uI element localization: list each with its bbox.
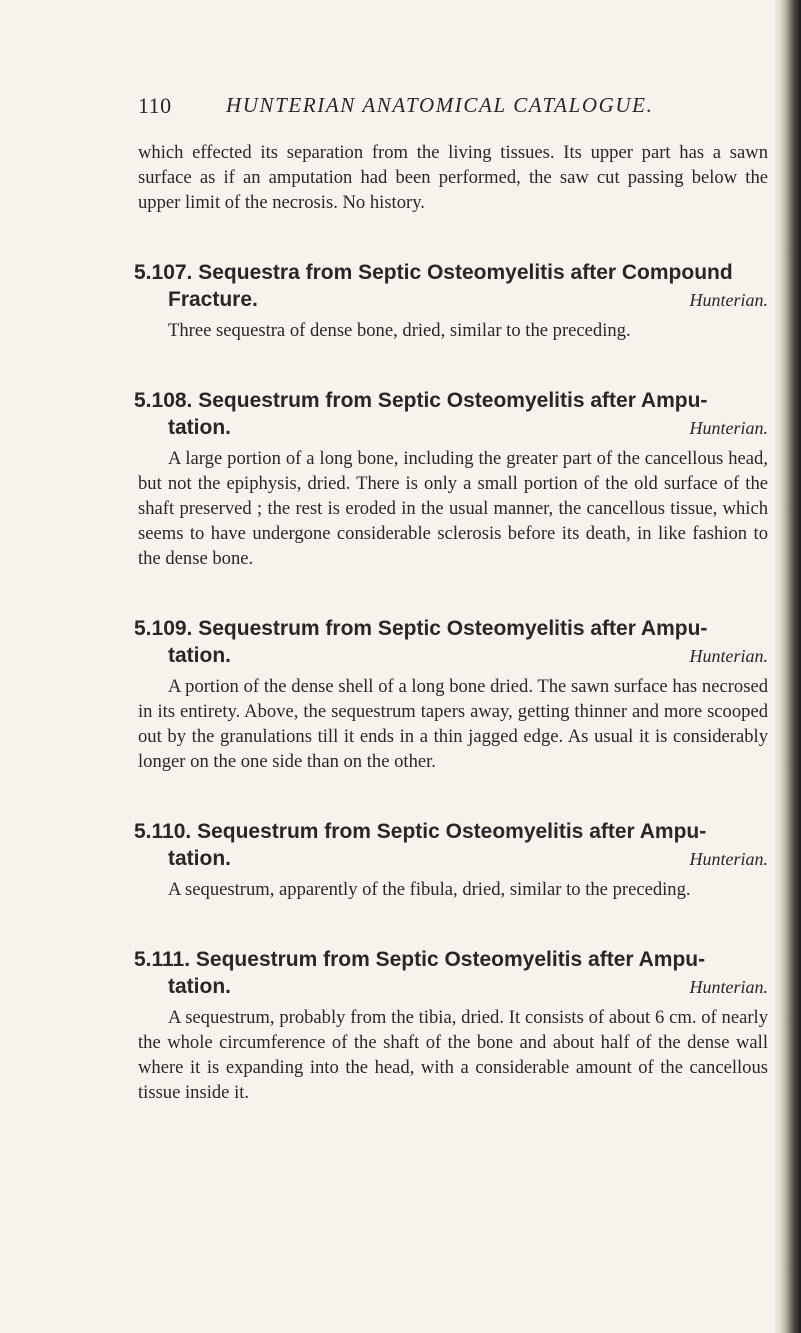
entry-heading-line2 [138,286,768,314]
entry-heading [134,259,768,314]
entry-heading-line1 [134,387,768,414]
intro-paragraph: which effected its separation from the living tissues. Its upper part has a sawn surface as if an amputation had been performed, the saw cut passing below the upper limit of the necrosis. No history. [138,142,768,213]
entry-source: Hunterian. [689,977,768,997]
entry-source: Hunterian. [689,849,768,869]
catalogue-entry [134,818,768,902]
entry-description: A portion of the dense shell of a long bone dried. The sawn surface has necrosed in its entirety. Above, the sequestrum tapers away, getting thinner and more scooped out by the granulations till it ends in a thin jagged edge. As usual it is considerably longer on the one side than on the other. [138,676,768,772]
entry-title-line2: tation. [168,975,231,998]
entry-title-line1: Sequestrum from Septic Osteomyelitis after Ampu- [198,389,708,412]
catalogue-entry [134,259,768,343]
entry-heading-line1 [134,615,768,642]
entry-heading [134,615,768,670]
entry-title-line2: tation. [168,416,231,439]
entry-number: 5.109. [134,617,193,640]
entry-heading [134,946,768,1001]
entry-heading-line1 [134,946,768,973]
entry-title-line1: Sequestrum from Septic Osteomyelitis after Ampu- [195,948,706,971]
entry-number: 5.108. [134,389,193,412]
entry-source: Hunterian. [689,290,768,310]
page-header [138,93,768,123]
entry-description: A sequestrum, apparently of the fibula, dried, similar to the preceding. [168,879,691,900]
catalogue-entry [134,615,768,774]
entry-heading-line2 [138,414,768,442]
entry-source: Hunterian. [689,646,768,666]
entry-description: A large portion of a long bone, including the greater part of the cancellous head, but not the epiphysis, dried. There is only a small portion of the old surface of the shaft preserved ; the rest is eroded in the usual manner, the cancellous tissue, which seems to have undergone considerable sclerosis before its death, in like fashion to the dense bone. [138,448,768,569]
entry-source: Hunterian. [689,418,768,438]
running-title: HUNTERIAN ANATOMICAL CATALOGUE. [226,93,654,117]
entry-heading-line2 [138,642,768,670]
page-number: 110 [138,93,172,118]
entry-description: Three sequestra of dense bone, dried, similar to the preceding. [168,320,631,341]
page-body [134,140,768,1105]
entry-title-line2: tation. [168,847,231,870]
entry-heading-line1 [134,259,768,286]
entry-description: A sequestrum, probably from the tibia, dried. It consists of about 6 cm. of nearly the whole circumference of the shaft of the bone and about half of the dense wall where it is expanding into the head, with a considerable amount of the cancellous tissue inside it. [138,1007,768,1103]
entry-number: 5.111. [134,948,191,971]
catalogue-entry [134,387,768,571]
entry-number: 5.107. [134,261,193,284]
entry-title-line1: Sequestrum from Septic Osteomyelitis after Ampu- [198,617,708,640]
entry-title-line2: Fracture. [168,288,258,311]
entry-heading-line2 [138,845,768,873]
catalogue-entry [134,946,768,1105]
entry-heading-line2 [138,973,768,1001]
page-edge [779,0,801,1333]
entry-number: 5.110. [134,820,192,843]
entry-title-line2: tation. [168,644,231,667]
entry-title-line1: Sequestra from Septic Osteomyelitis after Compound [198,261,733,284]
entry-heading-line1 [134,818,768,845]
entry-heading [134,818,768,873]
entry-heading [134,387,768,442]
entry-title-line1: Sequestrum from Septic Osteomyelitis after Ampu- [197,820,707,843]
